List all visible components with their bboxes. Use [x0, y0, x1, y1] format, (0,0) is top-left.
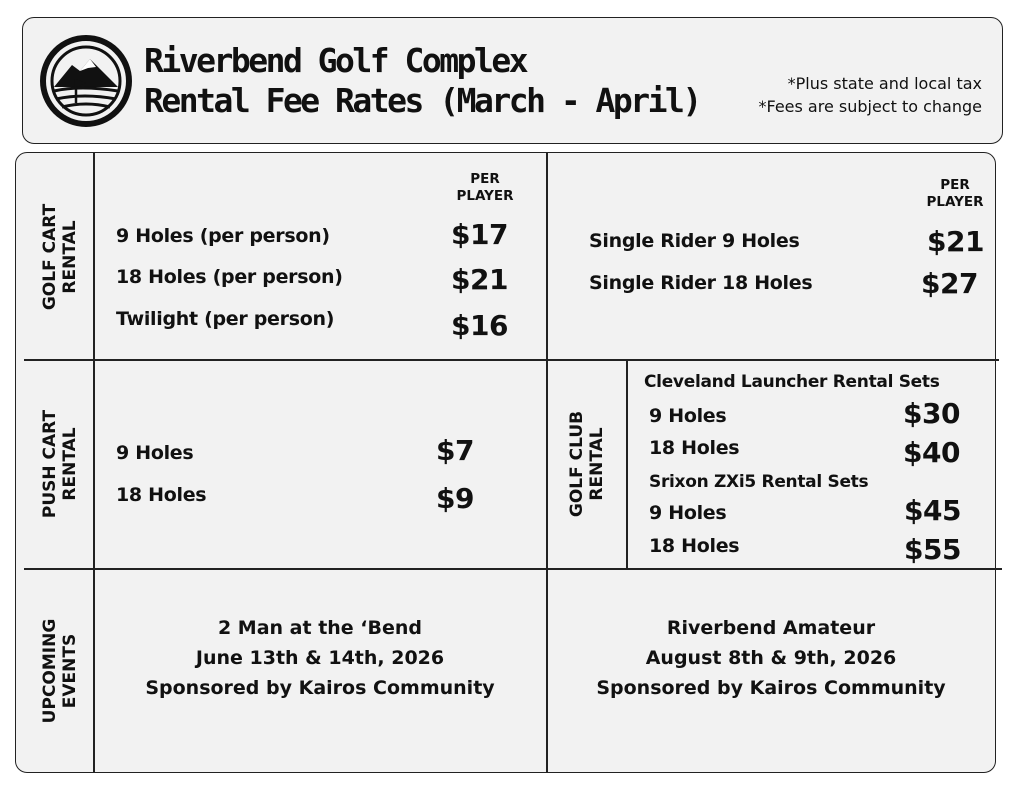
- single-rider-9-label: Single Rider 9 Holes: [589, 230, 800, 252]
- event-sponsor: Sponsored by Kairos Community: [596, 677, 946, 699]
- cart-twilight-label: Twilight (per person): [116, 308, 335, 330]
- club-label-divider: [626, 359, 628, 569]
- cart-9-holes-label: 9 Holes (per person): [116, 225, 330, 247]
- event-name: Riverbend Amateur: [666, 617, 876, 639]
- cart-18-holes-label: 18 Holes (per person): [116, 266, 343, 288]
- single-rider-9-price: $21: [927, 225, 984, 258]
- cart-twilight-price: $16: [451, 309, 508, 342]
- title-line-2: Rental Fee Rates (March - April): [144, 81, 700, 120]
- cart-9-holes-price: $17: [451, 218, 508, 251]
- cleveland-9-holes-price: $30: [903, 397, 960, 430]
- srixon-18-holes-price: $55: [904, 533, 961, 566]
- row-divider-2: [24, 568, 1002, 570]
- srixon-9-holes-label: 9 Holes: [649, 502, 727, 524]
- per-player-header-right: PER PLAYER: [926, 177, 984, 210]
- fee-change-note: *Fees are subject to change: [758, 97, 982, 116]
- event-date: June 13th & 14th, 2026: [195, 647, 445, 669]
- cart-18-holes-price: $21: [451, 263, 508, 296]
- srixon-9-holes-price: $45: [904, 494, 961, 527]
- per-player-header-left: PER PLAYER: [456, 171, 514, 204]
- row-divider-1: [24, 359, 999, 361]
- event-riverbend-amateur: [547, 613, 995, 703]
- single-rider-18-price: $27: [921, 267, 978, 300]
- cleveland-18-holes-price: $40: [903, 436, 960, 469]
- push-cart-18-holes-label: 18 Holes: [116, 484, 207, 506]
- event-date: August 8th & 9th, 2026: [645, 647, 897, 669]
- event-name: 2 Man at the ‘Bend: [217, 617, 423, 639]
- tax-note: *Plus state and local tax: [787, 74, 982, 93]
- push-cart-9-holes-price: $7: [436, 434, 474, 467]
- page-title: [144, 41, 700, 121]
- push-cart-9-holes-label: 9 Holes: [116, 442, 194, 464]
- cleveland-set-title: Cleveland Launcher Rental Sets: [644, 372, 940, 392]
- cleveland-18-holes-label: 18 Holes: [649, 437, 740, 459]
- event-sponsor: Sponsored by Kairos Community: [145, 677, 495, 699]
- srixon-set-title: Srixon ZXi5 Rental Sets: [649, 472, 869, 492]
- push-cart-18-holes-price: $9: [436, 482, 474, 515]
- title-line-1: Riverbend Golf Complex: [144, 41, 527, 80]
- single-rider-18-label: Single Rider 18 Holes: [589, 272, 813, 294]
- tax-notes: [758, 72, 982, 118]
- cleveland-9-holes-label: 9 Holes: [649, 405, 727, 427]
- golf-course-logo-icon: [40, 35, 132, 127]
- srixon-18-holes-label: 18 Holes: [649, 535, 740, 557]
- event-2-man-at-the-bend: [94, 613, 546, 703]
